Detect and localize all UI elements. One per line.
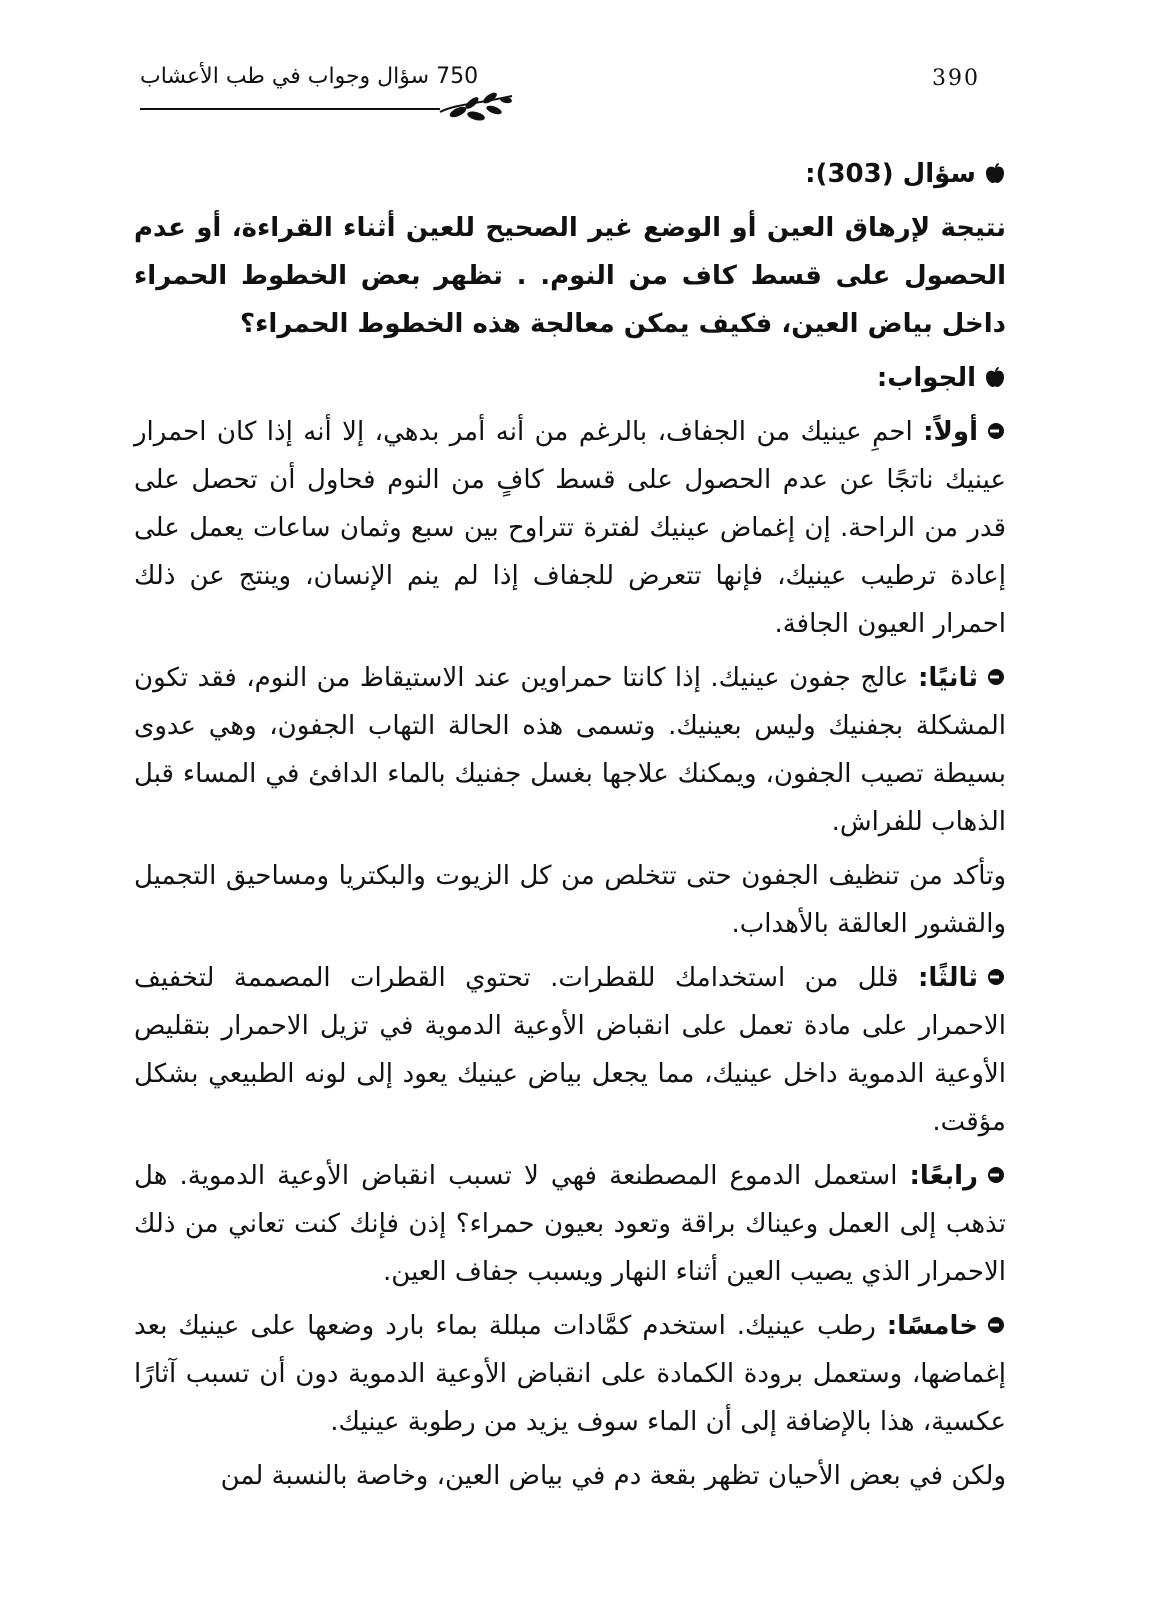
answer-paragraph (134, 1302, 1006, 1446)
page-number: 390 (932, 66, 980, 91)
question-heading: سؤال (303): (805, 159, 976, 189)
paragraph-lead: رابعًا: (909, 1161, 978, 1191)
answer-paragraph (134, 1152, 1006, 1296)
answer-paragraph (134, 408, 1006, 648)
apple-icon (984, 162, 1006, 184)
paragraph-text: احمِ عينيك من الجفاف، بالرغم من أنه أمر بدهي، إلا أنه إذا كان احمرار عينيك ناتجًا عن عدم الحصول على قسط كافٍ من النوم فحاول أن تحصل على قدر من الراحة. إن إغماض عينيك لفترة تتراوح بين سبع وثمان ساعات يعمل على إعادة ترطيب عينيك، فإنها تتعرض للجفاف إذا لم ينم الإنسان، وينتج عن ذلك احمرار العيون الجافة. (134, 417, 1006, 639)
paragraph-text: ولكن في بعض الأحيان تظهر بقعة دم في بياض العين، وخاصة بالنسبة لمن (220, 1461, 1006, 1491)
paragraph-lead: ثالثًا: (917, 963, 978, 993)
running-title: 750 سؤال وجواب في طب الأعشاب (140, 64, 479, 89)
page-content (134, 150, 1006, 1506)
bullet-c-icon (986, 967, 1006, 987)
paragraph-text: قلل من استخدامك للقطرات. تحتوي القطرات المصممة لتخفيف الاحمرار على مادة تعمل على انقباض الأوعية الدموية في تزيل الاحمرار بتقليص الأوعية الدموية داخل عينيك، مما يجعل بياض عينيك يعود إلى لونه الطبيعي بشكل مؤقت. (134, 963, 1006, 1137)
header-rule (140, 108, 440, 110)
answer-paragraph (134, 1452, 1006, 1500)
answer-paragraph (134, 852, 1006, 948)
bullet-c-icon (986, 667, 1006, 687)
question-heading-line (134, 150, 1006, 198)
paragraph-text: وتأكد من تنظيف الجفون حتى تتخلص من كل الزيوت والبكتريا ومساحيق التجميل والقشور العالقة بالأهداب. (134, 861, 1006, 939)
paragraph-lead: ثانيًا: (917, 663, 978, 693)
page-header (140, 60, 980, 130)
bullet-c-icon (986, 1165, 1006, 1185)
paragraph-lead: خامسًا: (886, 1311, 978, 1341)
bullet-c-icon (986, 421, 1006, 441)
apple-icon (984, 366, 1006, 388)
bullet-c-icon (986, 1315, 1006, 1335)
answer-paragraph (134, 954, 1006, 1146)
paragraph-text: رطب عينيك. استخدم كمَّادات مبللة بماء بارد وضعها على عينيك بعد إغماضها، وستعمل برودة الكمادة على انقباض الأوعية الدموية دون أن تسبب آثارًا عكسية، هذا بالإضافة إلى أن الماء سوف يزيد من رطوبة عينيك. (134, 1311, 1006, 1437)
answer-heading: الجواب: (876, 363, 976, 393)
paragraph-text: عالج جفون عينيك. إذا كانتا حمراوين عند الاستيقاظ من النوم، فقد تكون المشكلة بجفنيك وليس بعينيك. وتسمى هذه الحالة التهاب الجفون، وهي عدوى بسيطة تصيب الجفون، ويمكنك علاجها بغسل جفنيك بالماء الدافئ في المساء قبل الذهاب للفراش. (134, 663, 1006, 837)
paragraph-lead: أولاً: (923, 417, 978, 447)
paragraph-text: استعمل الدموع المصطنعة فهي لا تسبب انقباض الأوعية الدموية. هل تذهب إلى العمل وعيناك براقة وتعود بعيون حمراء؟ إذن فإنك كنت تعاني من ذلك الاحمرار الذي يصيب العين أثناء النهار ويسبب جفاف العين. (134, 1161, 1006, 1287)
answer-heading-line (134, 354, 1006, 402)
leaf-ornament-icon (436, 90, 516, 130)
question-text: نتيجة لإرهاق العين أو الوضع غير الصحيح للعين أثناء القراءة، أو عدم الحصول على قسط كاف من النوم. . تظهر بعض الخطوط الحمراء داخل بياض العين، فكيف يمكن معالجة هذه الخطوط الحمراء؟ (134, 213, 1006, 339)
answer-paragraph (134, 654, 1006, 846)
